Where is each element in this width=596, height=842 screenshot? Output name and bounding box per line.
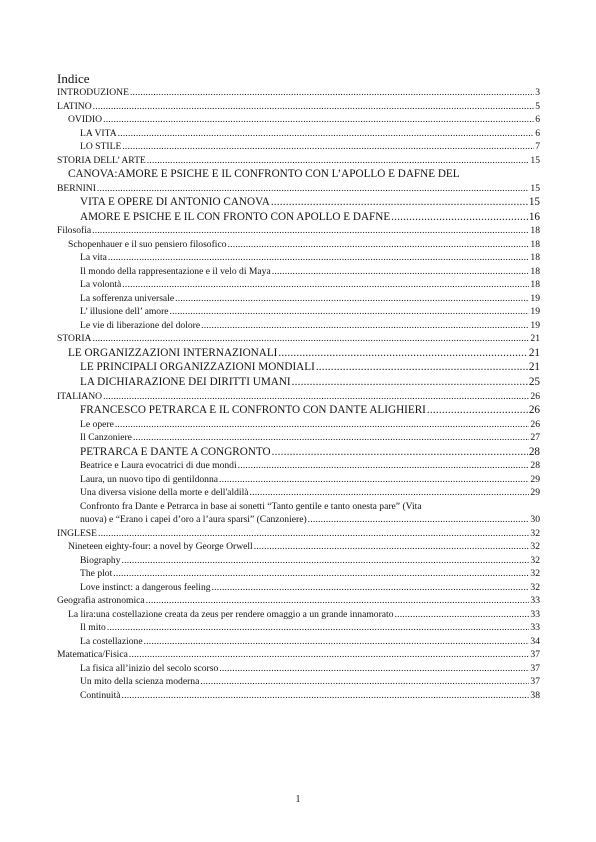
- toc-entry-fisica-secolo[interactable]: La fisica all’inizio del secolo scorso ..... 37: [57, 662, 540, 676]
- toc-entry-lo-stile[interactable]: LO STILE ..... 7: [57, 140, 540, 154]
- toc-entry-petrarca-dante[interactable]: PETRARCA E DANTE A CONGRONTO ..... 28: [57, 445, 540, 460]
- toc-entry-orwell[interactable]: Nineteen eighty-four: a novel by George Orwell ..... 32: [57, 540, 540, 554]
- toc-entry-il-mito[interactable]: Il mito ..... 33: [57, 621, 540, 635]
- index-title: Indice: [57, 71, 90, 86]
- toc-entry-vie-liberazione[interactable]: Le vie di liberazione del dolore ..... 19: [57, 319, 540, 333]
- toc-entry-canzoniere[interactable]: Il Canzoniere ..... 27: [57, 431, 540, 445]
- toc-entry-sofferenza[interactable]: La sofferenza universale ..... 19: [57, 292, 540, 306]
- toc-entry-la-volonta[interactable]: La volontà ..... 18: [57, 278, 540, 292]
- page-number: 1: [295, 794, 301, 805]
- toc-entry-morte-aldila[interactable]: Una diversa visione della morte e dell'aldilà ..... 29: [57, 486, 540, 500]
- toc-entry-confronto[interactable]: nuova) e “Erano i capei d’oro a l’aura sparsi” (Canzoniere) ..... 30: [57, 513, 540, 527]
- toc-entry-latino[interactable]: LATINO ..... 5: [57, 100, 540, 114]
- toc-entry-la-lira[interactable]: La lira:una costellazione creata da zeus per rendere omaggio a un grande innamorato ..... 33: [57, 608, 540, 622]
- toc-entry-biography[interactable]: Biography ..... 32: [57, 554, 540, 568]
- toc-entry-filosofia[interactable]: Filosofia ..... 18: [57, 224, 540, 238]
- toc-entry-love-instinct[interactable]: Love instinct: a dangerous feeling ..... 32: [57, 581, 540, 595]
- toc-entry-the-plot[interactable]: The plot ..... 32: [57, 567, 540, 581]
- toc-entry-italiano[interactable]: ITALIANO ..... 26: [57, 390, 540, 404]
- toc-entry-la-vita-schopenhauer[interactable]: La vita ..... 18: [57, 251, 540, 265]
- toc-entry-geografia[interactable]: Geografia astronomica ..... 33: [57, 594, 540, 608]
- toc-entry-schopenhauer[interactable]: Schopenhauer e il suo pensiero filosofico ..... 18: [57, 238, 540, 252]
- toc-entry-introduzione[interactable]: INTRODUZIONE ..... 3: [57, 86, 540, 100]
- toc-entry-continuita[interactable]: Continuità ..... 38: [57, 689, 540, 703]
- toc-entry-canova-line1[interactable]: CANOVA:AMORE E PSICHE E IL CONFRONTO CON L’APOLLO E DAFNE DEL: [68, 168, 460, 180]
- toc-entry-le-opere[interactable]: Le opere ..... 26: [57, 418, 540, 432]
- toc-entry-amore-psiche[interactable]: AMORE E PSICHE E IL CON FRONTO CON APOLLO E DAFNE ..... 16: [57, 210, 540, 225]
- toc-entry-velo-di-maya[interactable]: Il mondo della rappresentazione e il velo di Maya ..... 18: [57, 265, 540, 279]
- toc-entry-dichiarazione[interactable]: LA DICHIARAZIONE DEI DIRITTI UMANI ..... 25: [57, 375, 540, 390]
- toc-entry-storia[interactable]: STORIA ..... 21: [57, 332, 540, 346]
- toc-entry-matematica-fisica[interactable]: Matematica/Fisica ..... 37: [57, 648, 540, 662]
- toc-entry-vita-canova[interactable]: VITA E OPERE DI ANTONIO CANOVA ..... 15: [57, 195, 540, 210]
- toc-entry-petrarca[interactable]: FRANCESCO PETRARCA E IL CONFRONTO CON DANTE ALIGHIERI ..... 26: [57, 403, 540, 418]
- toc-entry-organizzazioni[interactable]: LE ORGANIZZAZIONI INTERNAZIONALI ..... 21: [57, 346, 540, 361]
- toc-entry-illusione-amore[interactable]: L’ illusione dell’ amore ..... 19: [57, 305, 540, 319]
- toc-entry-confronto-line1[interactable]: Confronto fra Dante e Petrarca in base ai sonetti “Tanto gentile e tanto onesta pare” (Vita: [80, 500, 422, 512]
- toc-entry-inglese[interactable]: INGLESE ..... 32: [57, 527, 540, 541]
- toc-entry-costellazione[interactable]: La costellazione ..... 34: [57, 635, 540, 649]
- toc-entry-mito-scienza[interactable]: Un mito della scienza moderna ..... 37: [57, 675, 540, 689]
- toc-entry-beatrice-laura[interactable]: Beatrice e Laura evocatrici di due mondi ..... 28: [57, 459, 540, 473]
- toc-entry-canova[interactable]: BERNINI ..... 15: [57, 182, 540, 196]
- toc-entry-storia-dell-arte[interactable]: STORIA DELL’ ARTE ..... 15: [57, 154, 540, 168]
- toc-entry-la-vita[interactable]: LA VITA ..... 6: [57, 127, 540, 141]
- toc-entry-ovidio[interactable]: OVIDIO ..... 6: [57, 113, 540, 127]
- table-of-contents: [57, 86, 540, 702]
- toc-entry-laura-gentildonna[interactable]: Laura, un nuovo tipo di gentildonna ..... 29: [57, 473, 540, 487]
- toc-entry-organizzazioni-mondiali[interactable]: LE PRINCIPALI ORGANIZZAZIONI MONDIALI ..... 21: [57, 360, 540, 375]
